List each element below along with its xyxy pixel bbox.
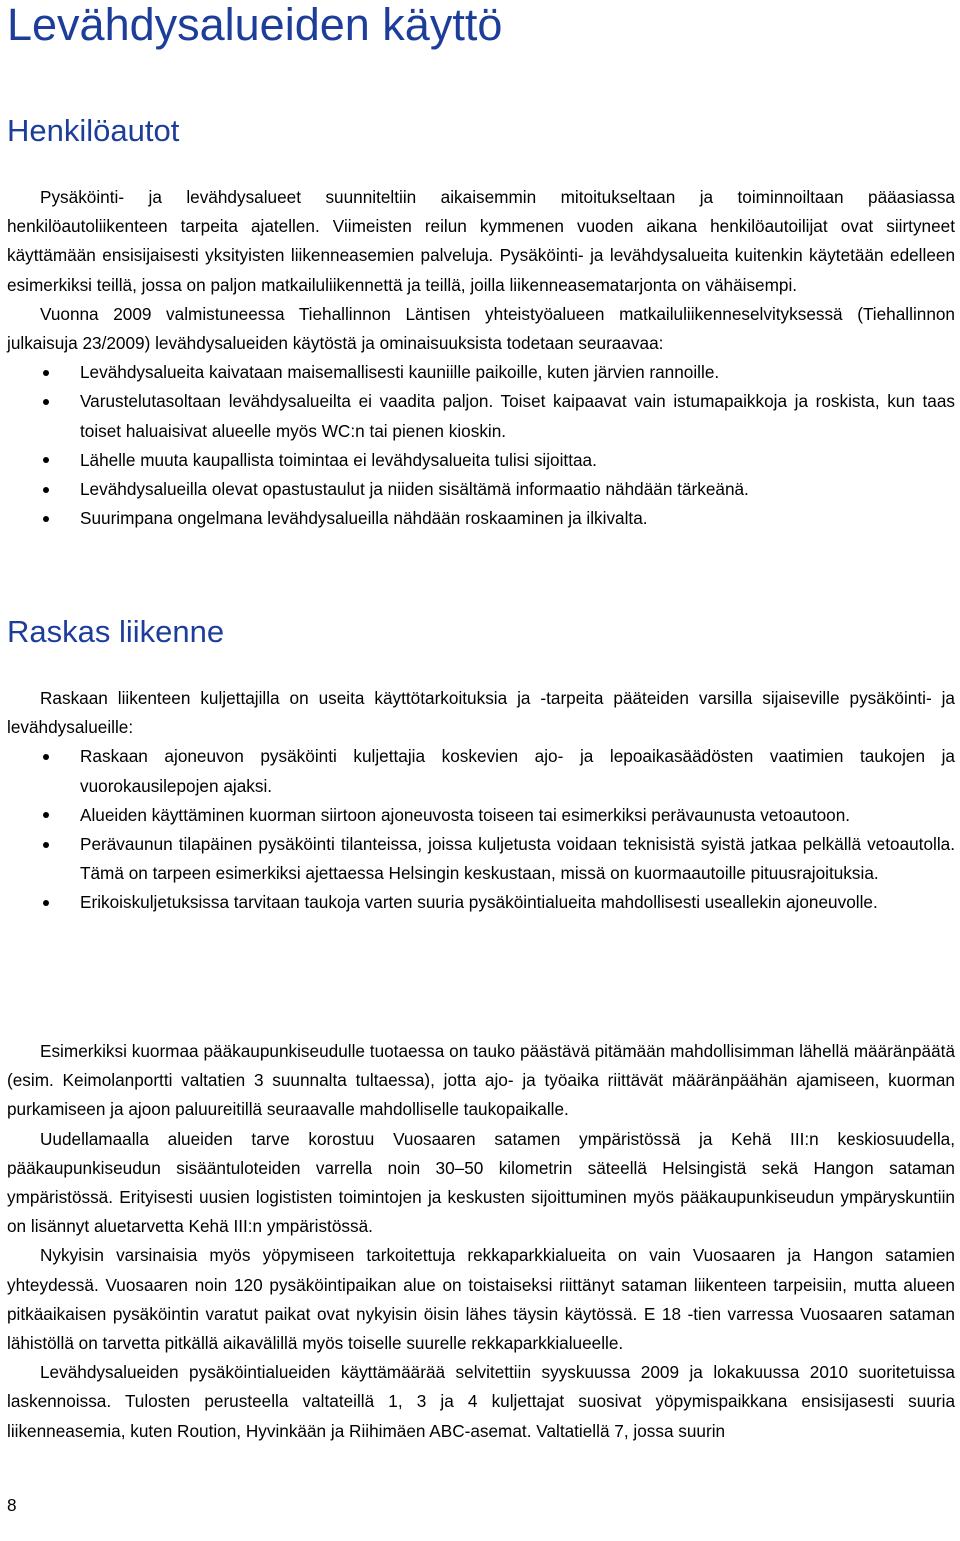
list-item-text: Perävaunun tilapäinen pysäköinti tilanteissa, joissa kuljetusta voidaan teknisistä syistä jatkaa pelkällä vetoautolla. Tämä on tarpeen esimerkiksi ajettaessa Helsingin keskustaan, missä on kuormaautoille pituusrajoituksia. [80, 834, 955, 884]
section-body-raskas-liikenne [7, 684, 955, 918]
page-title: Levähdysalueiden käyttö [7, 0, 503, 50]
list-item [7, 446, 955, 475]
list-item [7, 742, 955, 800]
bullet-icon [43, 842, 49, 848]
section-body-raskas-liikenne-continued [7, 1037, 955, 1446]
section-body-henkiloautot [7, 183, 955, 533]
list-item-text: Varustelutasoltaan levähdysalueilta ei vaadita paljon. Toiset kaipaavat vain istumapaikkoja ja roskista, kun taas toiset haluaisivat alueelle myös WC:n tai pienen kioskin. [80, 391, 955, 441]
paragraph: Levähdysalueiden pysäköintialueiden käyttämäärää selvitettiin syyskuussa 2009 ja lokakuussa 2010 suoritetuissa laskennoissa. Tulosten perusteella valtateillä 1, 3 ja 4 kuljettajat suosivat yöpymispaikkana ensisijasesti suuria liikenneasemia, kuten Roution, Hyvinkään ja Riihimäen ABC-asemat. Valtatiellä 7, jossa suurin [7, 1362, 955, 1441]
paragraph: Raskaan liikenteen kuljettajilla on useita käyttötarkoituksia ja -tarpeita pääteiden varsilla sijaiseville pysäköinti- ja levähdysalueille: [7, 688, 955, 738]
bullet-icon [43, 900, 49, 906]
page-number: 8 [7, 1495, 17, 1515]
paragraph: Uudellamaalla alueiden tarve korostuu Vuosaaren satamen ympäristössä ja Kehä III:n keskiosuudella, pääkaupunkiseudun sisääntuloteiden varrella noin 30–50 kilometrin säteellä Helsingistä sekä Hangon sataman ympäristössä. Erityisesti uusien logististen toimintojen ja keskusten sijoittuminen myös pääkaupunkiseudun ympäryskuntiin on lisännyt aluetarvetta Kehä III:n ympäristössä. [7, 1128, 955, 1237]
bullet-icon [43, 812, 49, 818]
list-item [7, 475, 955, 504]
bullet-list [7, 742, 955, 917]
list-item [7, 504, 955, 533]
bullet-list [7, 358, 955, 533]
bullet-icon [43, 487, 49, 493]
list-item-text: Lähelle muuta kaupallista toimintaa ei levähdysalueita tulisi sijoittaa. [80, 449, 597, 470]
list-item-text: Suurimpana ongelmana levähdysalueilla nähdään roskaaminen ja ilkivalta. [80, 508, 648, 529]
bullet-icon [43, 516, 49, 522]
list-item-text: Alueiden käyttäminen kuorman siirtoon ajoneuvosta toiseen tai esimerkiksi perävaunusta vetoautoon. [80, 804, 851, 825]
list-item [7, 801, 955, 830]
bullet-icon [43, 457, 49, 463]
list-item [7, 358, 955, 387]
list-item [7, 888, 955, 917]
bullet-icon [43, 754, 49, 760]
section-heading-raskas-liikenne: Raskas liikenne [7, 614, 225, 649]
paragraph: Pysäköinti- ja levähdysalueet suunniteltiin aikaisemmin mitoitukseltaan ja toiminnoiltaan pääasiassa henkilöautoliikenteen tarpeita ajatellen. Viimeisten reilun kymmenen vuoden aikana henkilöautoilijat ovat siirtyneet käyttämään ensisijaisesti yksityisten liikenneasemien palveluja. Pysäköinti- ja levähdysalueita kuitenkin käytetään edelleen esimerkiksi teillä, jossa on paljon matkailuliikennettä ja teillä, joilla liikenneasematarjonta on vähäisempi. [7, 187, 955, 295]
bullet-icon [43, 399, 49, 405]
paragraph: Vuonna 2009 valmistuneessa Tiehallinnon Läntisen yhteistyöalueen matkailuliikenneselvityksessä (Tiehallinnon julkaisuja 23/2009) levähdysalueiden käytöstä ja ominaisuuksista todetaan seuraavaa: [7, 303, 955, 354]
list-item-text: Levähdysalueilla olevat opastustaulut ja niiden sisältämä informaatio nähdään tärkeänä. [80, 479, 749, 500]
list-item [7, 387, 955, 445]
list-item-text: Levähdysalueita kaivataan maisemallisesti kauniille paikoille, kuten järvien rannoille. [80, 362, 720, 383]
list-item-text: Raskaan ajoneuvon pysäköinti kuljettajia koskevien ajo- ja lepoaikasäädösten vaatimien taukojen ja vuorokausilepojen ajaksi. [80, 746, 955, 796]
list-item [7, 830, 955, 888]
list-item-text: Erikoiskuljetuksissa tarvitaan taukoja varten suuria pysäköintialueita mahdollisesti useallekin ajoneuvolle. [80, 892, 878, 913]
bullet-icon [43, 370, 49, 376]
section-heading-henkiloautot: Henkilöautot [7, 113, 180, 148]
paragraph: Nykyisin varsinaisia myös yöpymiseen tarkoitettuja rekkaparkkialueita on vain Vuosaaren ja Hangon satamien yhteydessä. Vuosaaren noin 120 pysäköintipaikan alue on toistaiseksi riittänyt sataman liikenteen tarpeisiin, mutta alueen pitkäaikaisen pysäköintin varatut paikat ovat nykyisin öisin lähes täysin käytössä. E 18 -tien varressa Vuosaaren sataman lähistöllä on tarvetta pitkällä aikavälillä myös toiselle suurelle rekkaparkkialueelle. [7, 1245, 955, 1354]
paragraph: Esimerkiksi kuormaa pääkaupunkiseudulle tuotaessa on tauko päästävä pitämään mahdollisimman lähellä määränpäätä (esim. Keimolanportti valtatien 3 suunnalta tultaessa), jotta ajo- ja työaika riittävät määränpäähän ajamiseen, kuorman purkamiseen ja ajoon paluureitillä seuraavalle mahdolliselle taukopaikalle. [7, 1041, 955, 1120]
